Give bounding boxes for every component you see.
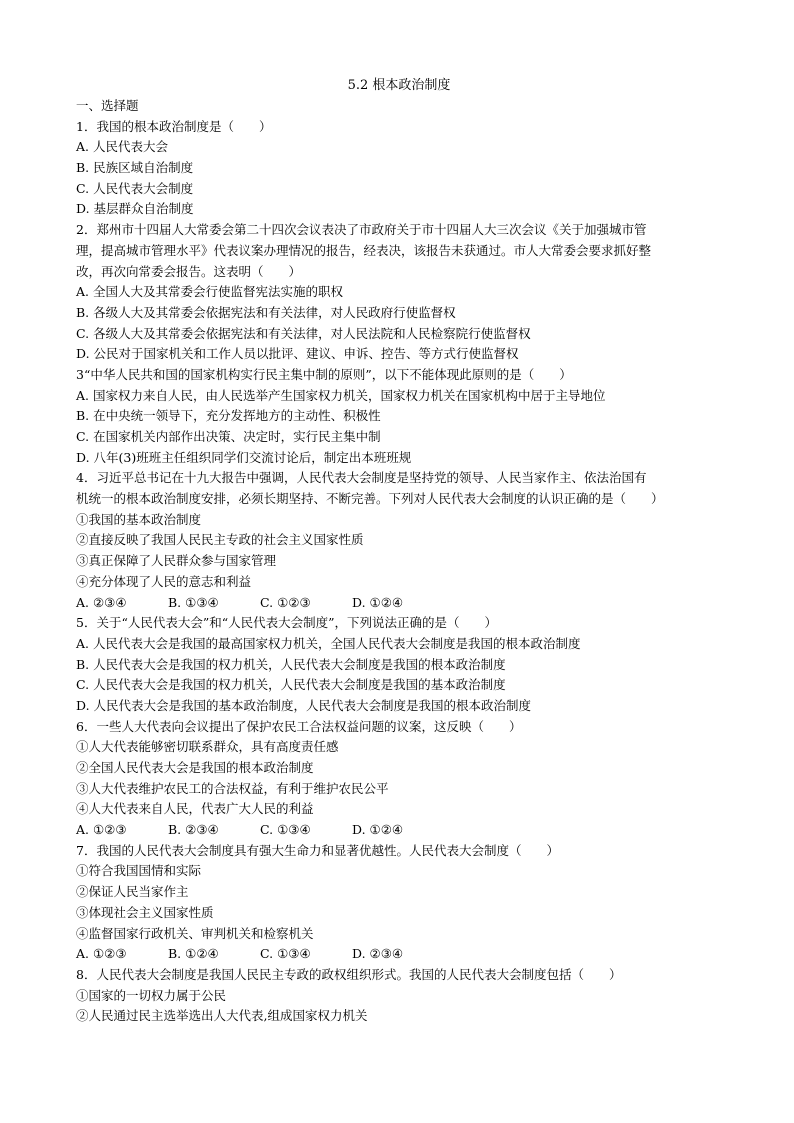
option-a: A. ②③④ bbox=[76, 594, 127, 610]
statement-1: ①符合我国国情和实际 bbox=[76, 863, 202, 879]
question-6 bbox=[76, 717, 722, 841]
option-c: C. 各级人大及其常委会依据宪法和有关法律，对人民法院和人民检察院行使监督权 bbox=[76, 325, 531, 341]
option-c: C. 人民代表大会制度 bbox=[76, 180, 194, 196]
option-b: B. ②③④ bbox=[168, 822, 219, 838]
option-b: B. 在中央统一领导下，充分发挥地方的主动性、积极性 bbox=[76, 408, 381, 424]
option-d: D. ②③④ bbox=[352, 946, 404, 962]
question-stem-line-1: 2．郑州市十四届人大常委会第二十四次会议表决了市政府关于市十四届人大三次会议《关于加强城市管 bbox=[76, 222, 647, 238]
option-c: C. 人民代表大会是我国的权力机关，人民代表大会制度是我国的基本政治制度 bbox=[76, 677, 506, 693]
option-b: B. ①②④ bbox=[168, 946, 219, 962]
option-a: A. ①②③ bbox=[76, 822, 127, 838]
option-b: B. ①③④ bbox=[168, 594, 219, 610]
statement-1: ①人大代表能够密切联系群众，具有高度责任感 bbox=[76, 739, 339, 755]
option-d: D. 人民代表大会是我国的基本政治制度，人民代表大会制度是我国的根本政治制度 bbox=[76, 697, 532, 713]
question-8 bbox=[76, 965, 722, 1027]
option-d: D. 基层群众自治制度 bbox=[76, 201, 194, 217]
section-heading: 一、选择题 bbox=[76, 98, 139, 113]
statement-3: ③人大代表维护农民工的合法权益，有利于维护农民公平 bbox=[76, 780, 389, 796]
statement-4: ④监督国家行政机关、审判机关和检察机关 bbox=[76, 925, 314, 941]
option-row bbox=[76, 820, 722, 841]
statement-4: ④人大代表来自人民，代表广大人民的利益 bbox=[76, 801, 314, 817]
option-c: C. ①③④ bbox=[260, 946, 311, 962]
question-stem-line-2: 理，提高城市管理水平》代表议案办理情况的报告，经表决，该报告未获通过。市人大常委会要求抓好整 bbox=[76, 242, 652, 258]
option-a: A. 国家权力来自人民，由人民选举产生国家权力机关，国家权力机关在国家机构中居于主导地位 bbox=[76, 387, 606, 403]
option-d: D. ①②④ bbox=[352, 822, 404, 838]
question-stem: 7．我国的人民代表大会制度具有强大生命力和显著优越性。人民代表大会制度（ ） bbox=[76, 842, 559, 858]
option-b: B. 人民代表大会是我国的权力机关，人民代表大会制度是我国的根本政治制度 bbox=[76, 656, 506, 672]
option-b: B. 各级人大及其常委会依据宪法和有关法律，对人民政府行使监督权 bbox=[76, 304, 456, 320]
option-c: C. ①②③ bbox=[260, 594, 311, 610]
question-2 bbox=[76, 220, 722, 365]
option-a: A. 人民代表大会是我国的最高国家权力机关，全国人民代表大会制度是我国的根本政治制度 bbox=[76, 635, 581, 651]
question-stem-line-1: 4．习近平总书记在十九大报告中强调，人民代表大会制度是坚持党的领导、人民当家作主、依法治国有 bbox=[76, 470, 647, 486]
option-d: D. 八年(3)班班主任组织同学们交流讨论后，制定出本班班规 bbox=[76, 449, 412, 465]
option-c: C. ①③④ bbox=[260, 822, 311, 838]
question-5 bbox=[76, 613, 722, 716]
question-1 bbox=[76, 117, 722, 220]
question-stem: 5．关于“人民代表大会”和“人民代表大会制度”，下列说法正确的是（ ） bbox=[76, 615, 498, 631]
document-content bbox=[76, 76, 722, 1027]
statement-2: ②保证人民当家作主 bbox=[76, 884, 189, 900]
option-a: A. 人民代表大会 bbox=[76, 139, 168, 155]
option-d: D. 公民对于国家机关和工作人员以批评、建议、申诉、控告、等方式行使监督权 bbox=[76, 346, 519, 362]
statement-1: ①国家的一切权力属于公民 bbox=[76, 987, 227, 1003]
question-stem: 6．一些人大代表向会议提出了保护农民工合法权益问题的议案，这反映（ ） bbox=[76, 718, 522, 734]
option-d: D. ①②④ bbox=[352, 594, 404, 610]
statement-2: ②全国人民代表大会是我国的根本政治制度 bbox=[76, 760, 314, 775]
question-3 bbox=[76, 365, 722, 468]
statement-2: ②直接反映了我国人民民主专政的社会主义国家性质 bbox=[76, 532, 364, 548]
statement-1: ①我国的基本政治制度 bbox=[76, 511, 202, 527]
question-stem: 8．人民代表大会制度是我国人民民主专政的政权组织形式。我国的人民代表大会制度包括（ ） bbox=[76, 966, 622, 982]
statement-2: ②人民通过民主选举选出人大代表,组成国家权力机关 bbox=[76, 1008, 368, 1024]
question-stem-line-3: 改，再次向常委会报告。这表明（ ） bbox=[76, 263, 302, 279]
option-c: C. 在国家机关内部作出决策、决定时，实行民主集中制 bbox=[76, 429, 381, 444]
question-stem-line-2: 机统一的根本政治制度安排，必须长期坚持、不断完善。下列对人民代表大会制度的认识正确的是（ ） bbox=[76, 491, 664, 507]
statement-3: ③体现社会主义国家性质 bbox=[76, 904, 214, 920]
option-a: A. 全国人大及其常委会行使监督宪法实施的职权 bbox=[76, 284, 343, 300]
question-7 bbox=[76, 841, 722, 965]
statement-3: ③真正保障了人民群众参与国家管理 bbox=[76, 553, 277, 569]
question-stem: 3“中华人民共和国的国家机构实行民主集中制的原则”，以下不能体现此原则的是（ ） bbox=[76, 366, 572, 382]
option-row bbox=[76, 593, 722, 614]
option-a: A. ①②③ bbox=[76, 946, 127, 962]
question-4 bbox=[76, 468, 722, 613]
page-title: 5.2 根本政治制度 bbox=[347, 78, 451, 93]
option-row bbox=[76, 944, 722, 965]
question-stem: 1．我国的根本政治制度是（ ） bbox=[76, 118, 272, 134]
statement-4: ④充分体现了人民的意志和利益 bbox=[76, 573, 252, 589]
option-b: B. 民族区域自治制度 bbox=[76, 160, 194, 176]
